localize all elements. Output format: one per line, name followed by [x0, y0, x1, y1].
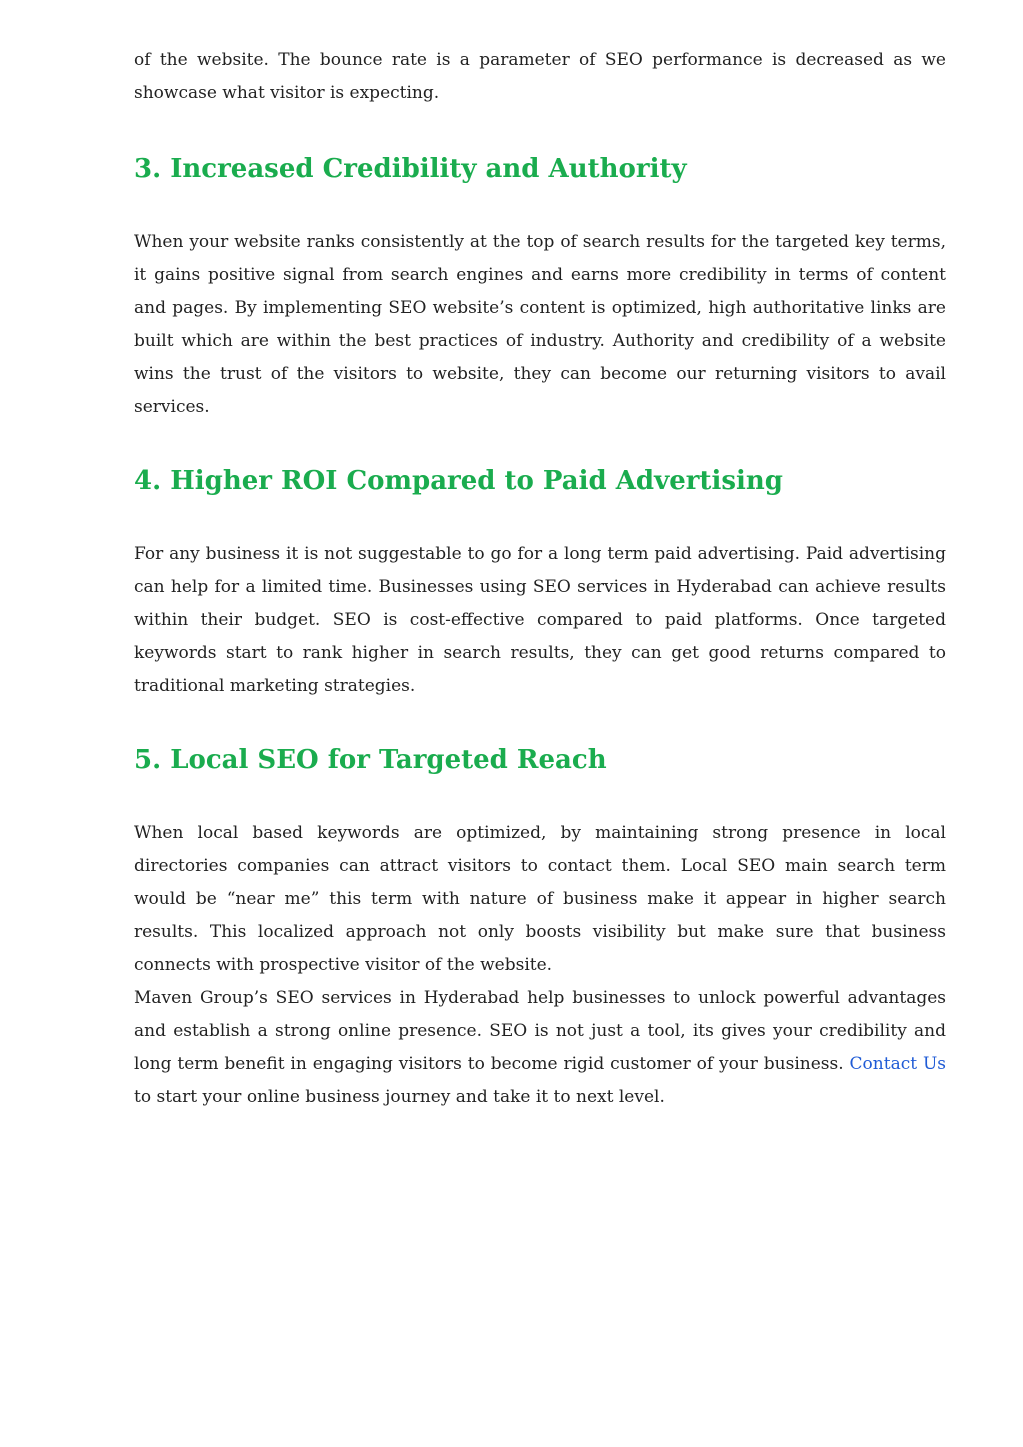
closing-text-before-link: Maven Group’s SEO services in Hyderabad help businesses to unlock powerful advantages and establish a strong online presence. SEO is not just a tool, its gives your credibility and long term benefit in engaging visitors to become rigid customer of your business.: [134, 988, 946, 1074]
heading-credibility-authority: 3. Increased Credibility and Authority: [134, 154, 687, 184]
heading-local-seo: 5. Local SEO for Targeted Reach: [134, 745, 607, 775]
contact-us-link[interactable]: Contact Us: [849, 1054, 946, 1074]
heading-higher-roi: 4. Higher ROI Compared to Paid Advertising: [134, 466, 783, 496]
closing-text-after-link: to start your online business journey and take it to next level.: [134, 1087, 665, 1107]
intro-paragraph: of the website. The bounce rate is a parameter of SEO performance is decreased as we showcase what visitor is expecting.: [134, 50, 946, 103]
closing-paragraph: [134, 982, 946, 1114]
paragraph-credibility-authority: When your website ranks consistently at the top of search results for the targeted key terms, it gains positive signal from search engines and earns more credibility in terms of content and pages. By implementing SEO website’s content is optimized, high authoritative links are built which are within the best practices of industry. Authority and credibility of a website wins the trust of the visitors to website, they can become our returning visitors to avail services.: [134, 232, 946, 417]
document-page: [134, 44, 946, 1114]
paragraph-higher-roi: For any business it is not suggestable to go for a long term paid advertising. Paid advertising can help for a limited time. Businesses using SEO services in Hyderabad can achieve results within their budget. SEO is cost-effective compared to paid platforms. Once targeted keywords start to rank higher in search results, they can get good returns compared to traditional marketing strategies.: [134, 544, 946, 696]
paragraph-local-seo: When local based keywords are optimized, by maintaining strong presence in local directories companies can attract visitors to contact them. Local SEO main search term would be “near me” this term with nature of business make it appear in higher search results. This localized approach not only boosts visibility but make sure that business connects with prospective visitor of the website.: [134, 823, 946, 975]
